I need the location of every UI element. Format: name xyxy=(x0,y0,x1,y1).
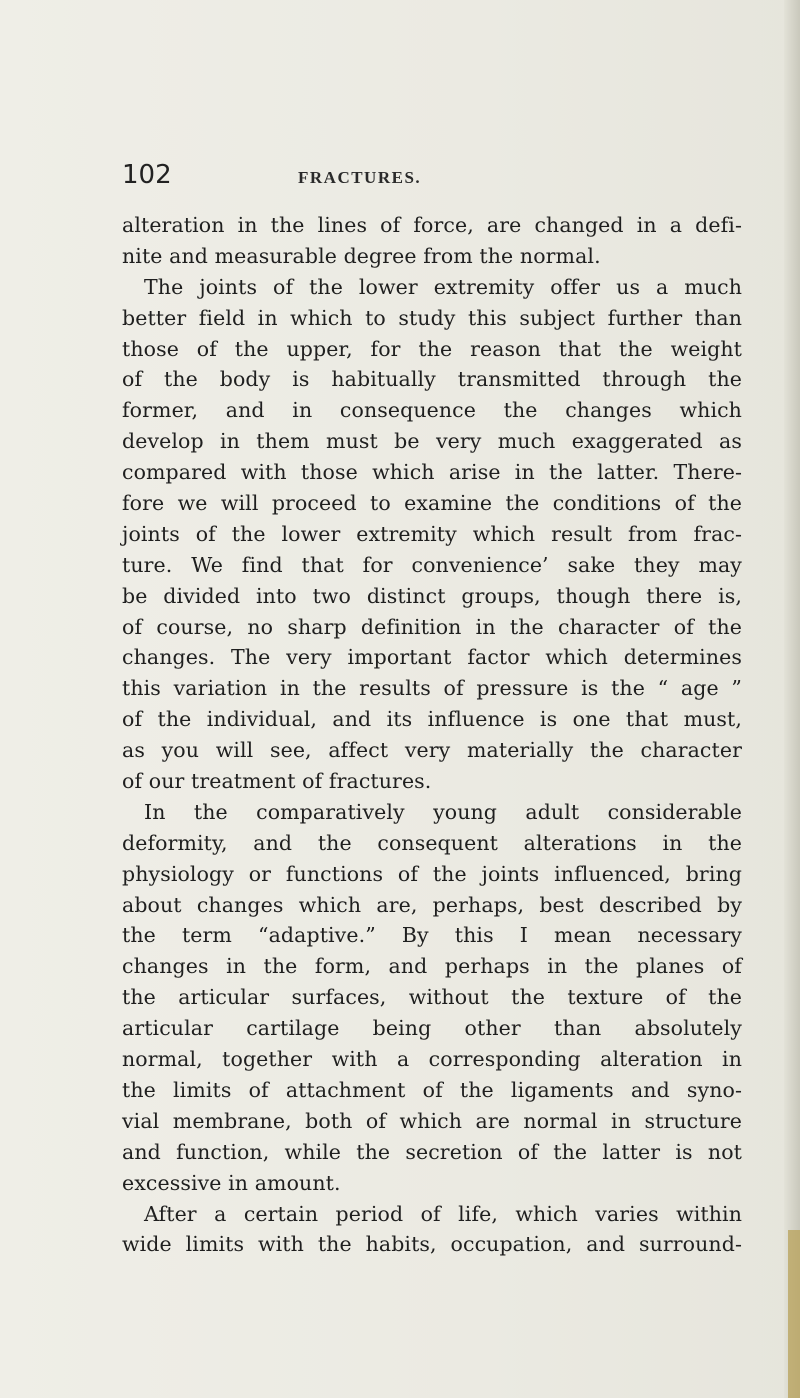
page-edge-stain xyxy=(788,1230,800,1398)
paragraph-start-line: After a certain period of life, which varies within xyxy=(144,1201,742,1226)
paragraph-start-line: The joints of the lower extremity offer us a much xyxy=(144,274,742,299)
text-line: better field in which to study this subject further than xyxy=(122,305,742,330)
text-line: compared with those which arise in the latter. There- xyxy=(122,460,742,485)
text-line: of the individual, and its influence is one that must, xyxy=(122,707,742,732)
running-title: FRACTURES. xyxy=(298,168,422,187)
text-line: joints of the lower extremity which result from frac- xyxy=(122,521,742,546)
text-line: and function, while the secretion of the latter is not xyxy=(122,1139,742,1164)
text-line: about changes which are, perhaps, best described by xyxy=(122,892,742,917)
text-line: of our treatment of fractures. xyxy=(122,769,432,794)
running-head xyxy=(122,160,742,196)
text-line: ture. We find that for convenience’ sake they may xyxy=(122,552,742,577)
text-line: the articular surfaces, without the texture of the xyxy=(122,985,742,1010)
text-line: physiology or functions of the joints influenced, bring xyxy=(122,861,742,886)
text-line: excessive in amount. xyxy=(122,1170,341,1195)
text-line: normal, together with a corresponding alteration in xyxy=(122,1047,742,1072)
text-line: vial membrane, both of which are normal in structure xyxy=(122,1108,742,1133)
text-line: as you will see, affect very materially the character xyxy=(122,738,742,763)
page-edge xyxy=(784,0,800,1398)
page-number: 102 xyxy=(122,160,172,190)
text-line: former, and in consequence the changes which xyxy=(122,398,742,423)
text-line: of the body is habitually transmitted through the xyxy=(122,367,742,392)
text-line: the term “adaptive.” By this I mean necessary xyxy=(122,923,742,948)
text-line: deformity, and the consequent alterations in the xyxy=(122,830,742,855)
text-line: changes in the form, and perhaps in the planes of xyxy=(122,954,742,979)
text-line: wide limits with the habits, occupation, and surround- xyxy=(122,1232,742,1257)
body-text xyxy=(122,210,742,1260)
text-line: fore we will proceed to examine the conditions of the xyxy=(122,491,742,516)
text-line: of course, no sharp definition in the character of the xyxy=(122,614,742,639)
paragraph-start-line: In the comparatively young adult considerable xyxy=(144,799,742,824)
text-line: develop in them must be very much exaggerated as xyxy=(122,429,742,454)
text-line: articular cartilage being other than absolutely xyxy=(122,1016,742,1041)
text-line: alteration in the lines of force, are changed in a defi- xyxy=(122,213,742,237)
text-line: changes. The very important factor which determines xyxy=(122,645,742,670)
text-line: be divided into two distinct groups, though there is, xyxy=(122,583,742,608)
text-line: the limits of attachment of the ligaments and syno- xyxy=(122,1077,742,1102)
text-line: this variation in the results of pressure is the “ age ” xyxy=(122,676,742,701)
text-line: those of the upper, for the reason that the weight xyxy=(122,336,742,361)
text-line: nite and measurable degree from the normal. xyxy=(122,243,601,268)
